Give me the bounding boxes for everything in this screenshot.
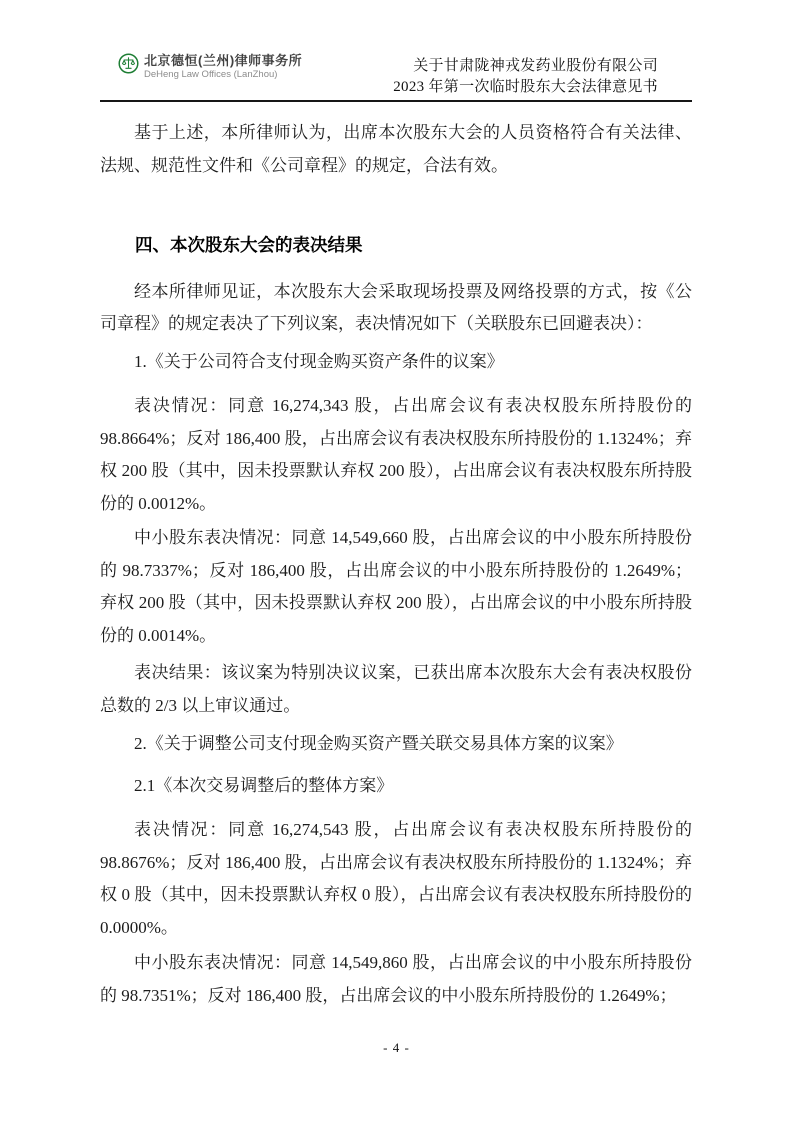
paragraph-proposal-2-1-voting-detail: 表决情况：同意 16,274,543 股，占出席会议有表决权股东所持股份的 98.8676%；反对 186,400 股，占出席会议有表决权股东所持股份的 1.1324%；弃权 0 股（其中，因未投票默认弃权 0 股），占出席会议有表决权股东所持股份的 0.0000%。 [100,820,692,937]
proposal-item-2-title: 2.《关于调整公司支付现金购买资产暨关联交易具体方案的议案》 [134,734,623,753]
paragraph-proposal-2-1-minority-voting-detail: 中小股东表决情况：同意 14,549,860 股，占出席会议的中小股东所持股份的 98.7351%；反对 186,400 股，占出席会议的中小股东所持股份的 1.2649%； [100,953,692,1005]
page-footer [0,1040,793,1056]
document-body [100,117,692,1012]
firm-name-block [144,53,302,81]
paragraph-proposal-1-minority-voting-detail: 中小股东表决情况：同意 14,549,660 股，占出席会议的中小股东所持股份的 98.7337%；反对 186,400 股，占出席会议的中小股东所持股份的 1.2649%；弃权 200 股（其中，因未投票默认弃权 200 股），占出席会议的中小股东所持股份的 0.0014%。 [100,528,692,645]
page-header [100,0,692,98]
paragraph-voting-method-intro: 经本所律师见证，本次股东大会采取现场投票及网络投票的方式，按《公司章程》的规定表决了下列议案，表决情况如下（关联股东已回避表决）： [100,281,692,333]
firm-name-chinese: 北京德恒(兰州)律师事务所 [144,53,303,68]
proposal-item-1-title: 1.《关于公司符合支付现金购买资产条件的议案》 [134,351,504,371]
paragraph-attendee-qualification-conclusion: 基于上述，本所律师认为，出席本次股东大会的人员资格符合有关法律、法规、规范性文件和《公司章程》的规定，合法有效。 [100,123,692,175]
document-title-line1: 关于甘肃陇神戎发药业股份有限公司 [413,58,658,74]
document-title [393,56,658,98]
paragraph-proposal-1-voting-result: 表决结果：该议案为特别决议议案，已获出席本次股东大会有表决权股份总数的 2/3 以上审议通过。 [100,663,692,715]
law-firm-logo [118,53,302,81]
document-title-line2: 2023 年第一次临时股东大会法律意见书 [393,79,658,95]
firm-name-english: DeHeng Law Offices (LanZhou) [144,69,278,80]
page-number: - 4 - [383,1040,410,1055]
paragraph-proposal-1-voting-detail: 表决情况：同意 16,274,343 股，占出席会议有表决权股东所持股份的 98.8664%；反对 186,400 股，占出席会议有表决权股东所持股份的 1.1324%；弃权 200 股（其中，因未投票默认弃权 200 股），占出席会议有表决权股东所持股份的 0.0012%。 [100,396,692,513]
scales-of-justice-icon [118,53,139,74]
proposal-item-2-1-title: 2.1《本次交易调整后的整体方案》 [134,775,394,795]
header-divider-line [100,100,692,102]
section-heading-voting-results: 四、本次股东大会的表决结果 [135,235,363,255]
